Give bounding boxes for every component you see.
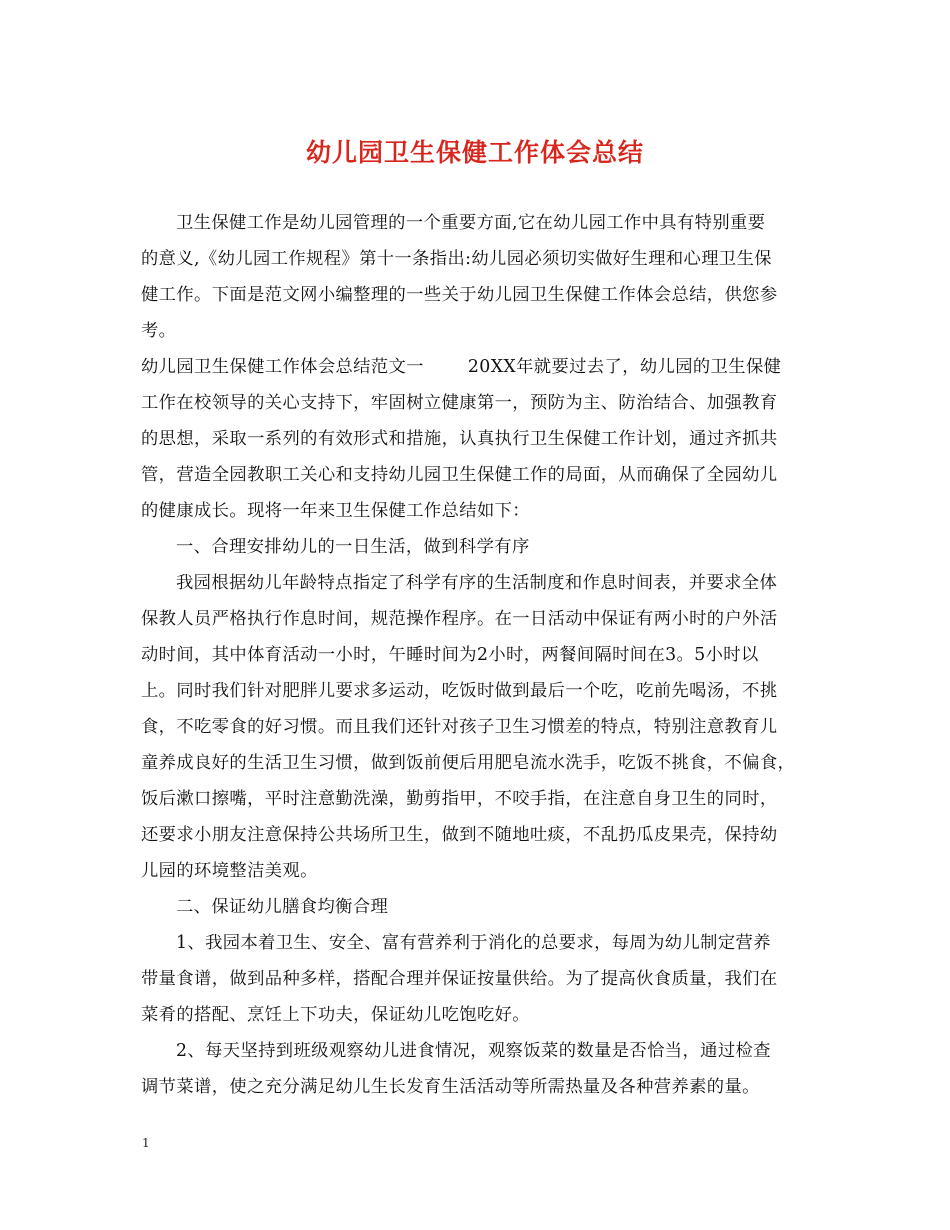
sample-heading: 幼儿园卫生保健工作体会总结范文一	[141, 357, 424, 377]
paragraph-line: 菜肴的搭配、烹饪上下功夫，保证幼儿吃饱吃好。	[141, 1005, 530, 1025]
paragraph-line: 儿园的环境整洁美观。	[141, 861, 318, 881]
paragraph-line: 20XX年就要过去了，幼儿园的卫生保健	[467, 357, 782, 377]
paragraph-line: 的健康成长。现将一年来卫生保健工作总结如下：	[141, 501, 530, 521]
paragraph-line: 还要求小朋友注意保持公共场所卫生，做到不随地吐痰，不乱扔瓜皮果壳，保持幼	[141, 825, 778, 845]
paragraph-line: 健工作。下面是范文网小编整理的一些关于幼儿园卫生保健工作体会总结，供您参	[141, 285, 778, 305]
paragraph-line: 带量食谱，做到品种多样，搭配合理并保证按量供给。为了提高伙食质量，我们在	[141, 969, 778, 989]
paragraph-line: 考。	[141, 321, 177, 341]
paragraph-line: 管，营造全园教职工关心和支持幼儿园卫生保健工作的局面，从而确保了全园幼儿	[141, 465, 778, 485]
paragraph-line: 卫生保健工作是幼儿园管理的一个重要方面,它在幼儿园工作中具有特别重要	[176, 213, 766, 233]
section-heading: 一、合理安排幼儿的一日生活，做到科学有序	[176, 537, 530, 557]
document-body	[141, 205, 821, 1105]
section-heading: 二、保证幼儿膳食均衡合理	[176, 897, 389, 917]
paragraph-line: 的意义,《幼儿园工作规程》第十一条指出:幼儿园必须切实做好生理和心理卫生保	[141, 249, 772, 269]
sample-heading-line	[141, 349, 821, 385]
page-number: 1	[142, 1136, 150, 1150]
paragraph-line: 我园根据幼儿年龄特点指定了科学有序的生活制度和作息时间表，并要求全体	[176, 573, 778, 593]
paragraph-line: 工作在校领导的关心支持下，牢固树立健康第一，预防为主、防治结合、加强教育	[141, 393, 778, 413]
document-title: 幼儿园卫生保健工作体会总结	[305, 138, 644, 167]
paragraph-line: 童养成良好的生活卫生习惯，做到饭前便后用肥皂流水洗手，吃饭不挑食，不偏食，	[141, 753, 796, 773]
paragraph-line: 1、我园本着卫生、安全、富有营养利于消化的总要求，每周为幼儿制定营养	[176, 933, 771, 953]
paragraph-line: 动时间，其中体育活动一小时，午睡时间为2小时，两餐间隔时间在3。5小时以	[141, 645, 759, 665]
paragraph-line: 的思想，采取一系列的有效形式和措施，认真执行卫生保健工作计划，通过齐抓共	[141, 429, 778, 449]
paragraph-line: 调节菜谱，使之充分满足幼儿生长发育生活活动等所需热量及各种营养素的量。	[141, 1077, 760, 1097]
paragraph-line: 保教人员严格执行作息时间，规范操作程序。在一日活动中保证有两小时的户外活	[141, 609, 778, 629]
paragraph-line: 饭后漱口擦嘴，平时注意勤洗澡，勤剪指甲，不咬手指，在注意自身卫生的同时，	[141, 789, 778, 809]
paragraph-line: 2、每天坚持到班级观察幼儿进食情况，观察饭菜的数量是否恰当，通过检查	[176, 1041, 771, 1061]
paragraph-line: 上。同时我们针对肥胖儿要求多运动，吃饭时做到最后一个吃，吃前先喝汤，不挑	[141, 681, 778, 701]
paragraph-line: 食，不吃零食的好习惯。而且我们还针对孩子卫生习惯差的特点，特别注意教育儿	[141, 717, 778, 737]
